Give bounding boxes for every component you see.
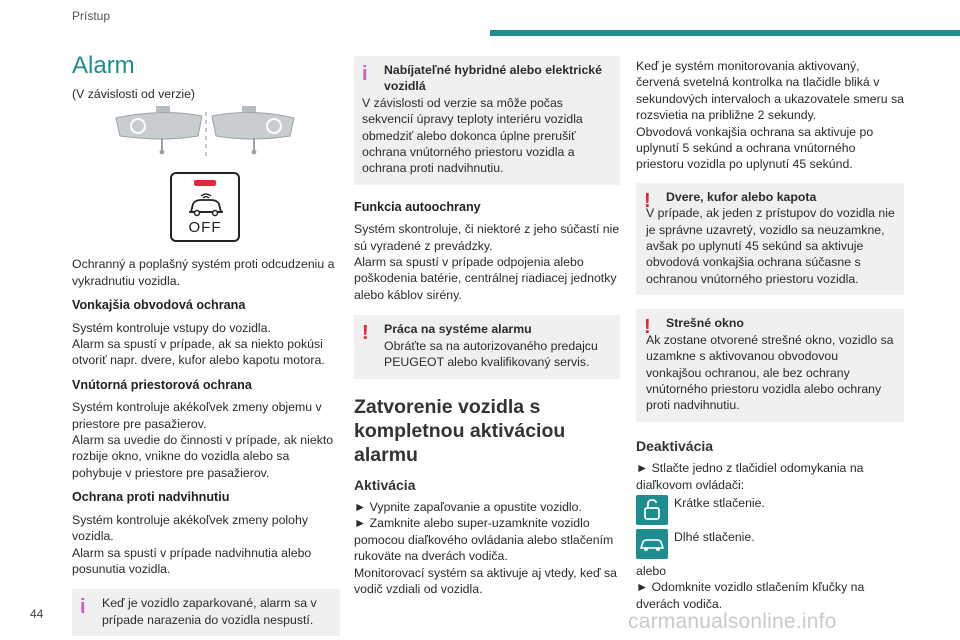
ext-protection-heading: Vonkajšia obvodová ochrana xyxy=(72,298,246,313)
or-text: alebo xyxy=(636,563,667,578)
column-3 xyxy=(636,58,904,612)
int-protection-p2: Alarm sa uvedie do činnosti v prípade, ak niekto rozbije okno, vnikne do vozidla alebo sa pohybuje v priestore pre pasažierov. xyxy=(72,433,334,480)
car-alarm-icon xyxy=(185,192,227,218)
page-number: 44 xyxy=(30,607,44,621)
tilt-protection-p1: Systém kontroluje akékoľvek zmeny polohy vozidla. xyxy=(72,512,308,544)
info-note-text: Keď je vozidlo zaparkované, alarm sa v prípade narazenia do vozidla nespustí. xyxy=(102,596,317,627)
long-press-row xyxy=(636,529,904,559)
long-press-label: Dlhé stlačenie. xyxy=(674,529,755,544)
intro-text: Ochranný a poplašný systém proti odcudzeniu a vykradnutiu vozidla. xyxy=(72,257,335,288)
doors-text: V prípade, ak jeden z prístupov do vozidla nie je správne uzavretý, vozidlo sa neuzamkne, avšak po uplynutí 45 sekúnd sa aktivuje obvodová vonkajšia ochrana súčasne s ochranou vnútorného priestoru vozidla. xyxy=(646,206,895,286)
unlock-key-icon xyxy=(636,495,668,525)
rearview-mirror-icon xyxy=(72,106,340,162)
self-protection-p1: Systém skontroluje, či niektoré z jeho súčastí nie sú vyradené z prevádzky. xyxy=(354,222,620,253)
warning-icon: ! xyxy=(362,322,369,345)
red-indicator-light xyxy=(194,180,216,186)
watermark: carmanualsonline.info xyxy=(628,610,837,633)
activation-step-2: ► Zamknite alebo super-uzamknite vozidlo pomocou diaľkového ovládania alebo stlačením rukoväte na dverách vodiča. xyxy=(354,516,614,564)
alarm-work-text: Obráťte sa na autorizovaného predajcu PEUGEOT alebo kvalifikovaný servis. xyxy=(384,338,598,370)
off-label: OFF xyxy=(188,219,222,237)
ext-protection-p1: Systém kontroluje vstupy do vozidla. xyxy=(72,320,271,335)
activation-step-1: ► Vypnite zapaľovanie a opustite vozidlo. xyxy=(354,499,582,514)
header-accent-bar xyxy=(490,30,960,36)
warning-box-doors xyxy=(636,183,904,295)
activation-note: Monitorovací systém sa aktivuje aj vtedy, keď sa vodič vzdiali od vozidla. xyxy=(354,565,617,596)
deactivation-step-2: ► Odomknite vozidlo stlačením kľučky na dverách vodiča. xyxy=(636,580,865,611)
locking-section-title: Zatvorenie vozidla s kompletnou aktiváciou alarmu xyxy=(354,395,566,466)
int-protection-heading: Vnútorná priestorová ochrana xyxy=(72,377,252,392)
warning-box-alarm-work xyxy=(354,315,620,378)
mirror-illustration xyxy=(72,106,340,162)
alarm-work-title: Práca na systéme alarmu xyxy=(384,322,532,337)
deactivation-step-1: ► Stlačte jedno z tlačidiel odomykania na diaľkovom ovládači: xyxy=(636,461,864,492)
info-icon: i xyxy=(80,596,86,619)
warning-icon: ! xyxy=(644,189,651,212)
self-protection-p2: Alarm sa spustí v prípade odpojenia alebo poškodenia batérie, centrálnej riadiacej jednotky alebo káblov sirény. xyxy=(354,255,617,302)
warning-icon: ! xyxy=(644,316,651,339)
warning-box-roof xyxy=(636,309,904,421)
info-note-box xyxy=(72,589,340,636)
monitoring-p2: Obvodová vonkajšia ochrana sa aktivuje po uplynutí 5 sekúnd a ochrana vnútorného priestoru vozidla po uplynutí 45 sekúnd. xyxy=(636,124,874,172)
activation-heading: Aktivácia xyxy=(354,476,416,493)
short-press-row xyxy=(636,495,904,525)
hybrid-note-title: Nabíjateľné hybridné alebo elektrické vozidlá xyxy=(384,63,602,94)
deactivation-heading: Deaktivácia xyxy=(636,437,714,454)
roof-text: Ak zostane otvorené strešné okno, vozidlo sa uzamkne s aktivovanou obvodovou vonkajšou ochranou, ale bez ochrany vnútorného priestoru vozidla alebo ochrany proti nadvihnutiu. xyxy=(646,332,894,413)
version-note: (V závislosti od verzie) xyxy=(72,87,196,101)
doors-title: Dvere, kufor alebo kapota xyxy=(666,189,817,204)
column-1 xyxy=(72,52,340,640)
tilt-protection-heading: Ochrana proti nadvihnutiu xyxy=(72,490,230,505)
tilt-protection-p2: Alarm sa spustí v prípade nadvihnutia alebo posunutia vozidla. xyxy=(72,545,312,576)
running-header: Prístup xyxy=(72,9,111,23)
page-title: Alarm xyxy=(72,52,135,79)
hybrid-note-text: V závislosti od verzie sa môže počas sekvencií úpravy teploty interiéru vozidla obmedziť alebo dokonca úplne prerušiť ochrana vnútorného priestoru vozidla a ochrana proti nadvihnutiu. xyxy=(362,95,583,176)
int-protection-p1: Systém kontroluje akékoľvek zmeny objemu v priestore pre pasažierov. xyxy=(72,400,322,431)
ext-protection-p2: Alarm sa spustí v prípade, ak sa niekto pokúsi otvoriť napr. dvere, kufor alebo kapotu motora. xyxy=(72,337,325,368)
roof-title: Strešné okno xyxy=(666,316,744,331)
short-press-label: Krátke stlačenie. xyxy=(674,495,765,510)
hybrid-note-box xyxy=(354,56,620,185)
car-unlock-icon xyxy=(636,529,668,559)
column-2 xyxy=(354,56,620,597)
info-icon: i xyxy=(362,63,368,85)
self-protection-heading: Funkcia autoochrany xyxy=(354,199,481,214)
alarm-off-button-illustration xyxy=(170,172,240,242)
monitoring-p1: Keď je systém monitorovania aktivovaný, červená svetelná kontrolka na tlačidle bliká v sekundových intervaloch a ukazovatele smeru sa rozsvietia na približne 2 sekundy. xyxy=(636,59,904,123)
